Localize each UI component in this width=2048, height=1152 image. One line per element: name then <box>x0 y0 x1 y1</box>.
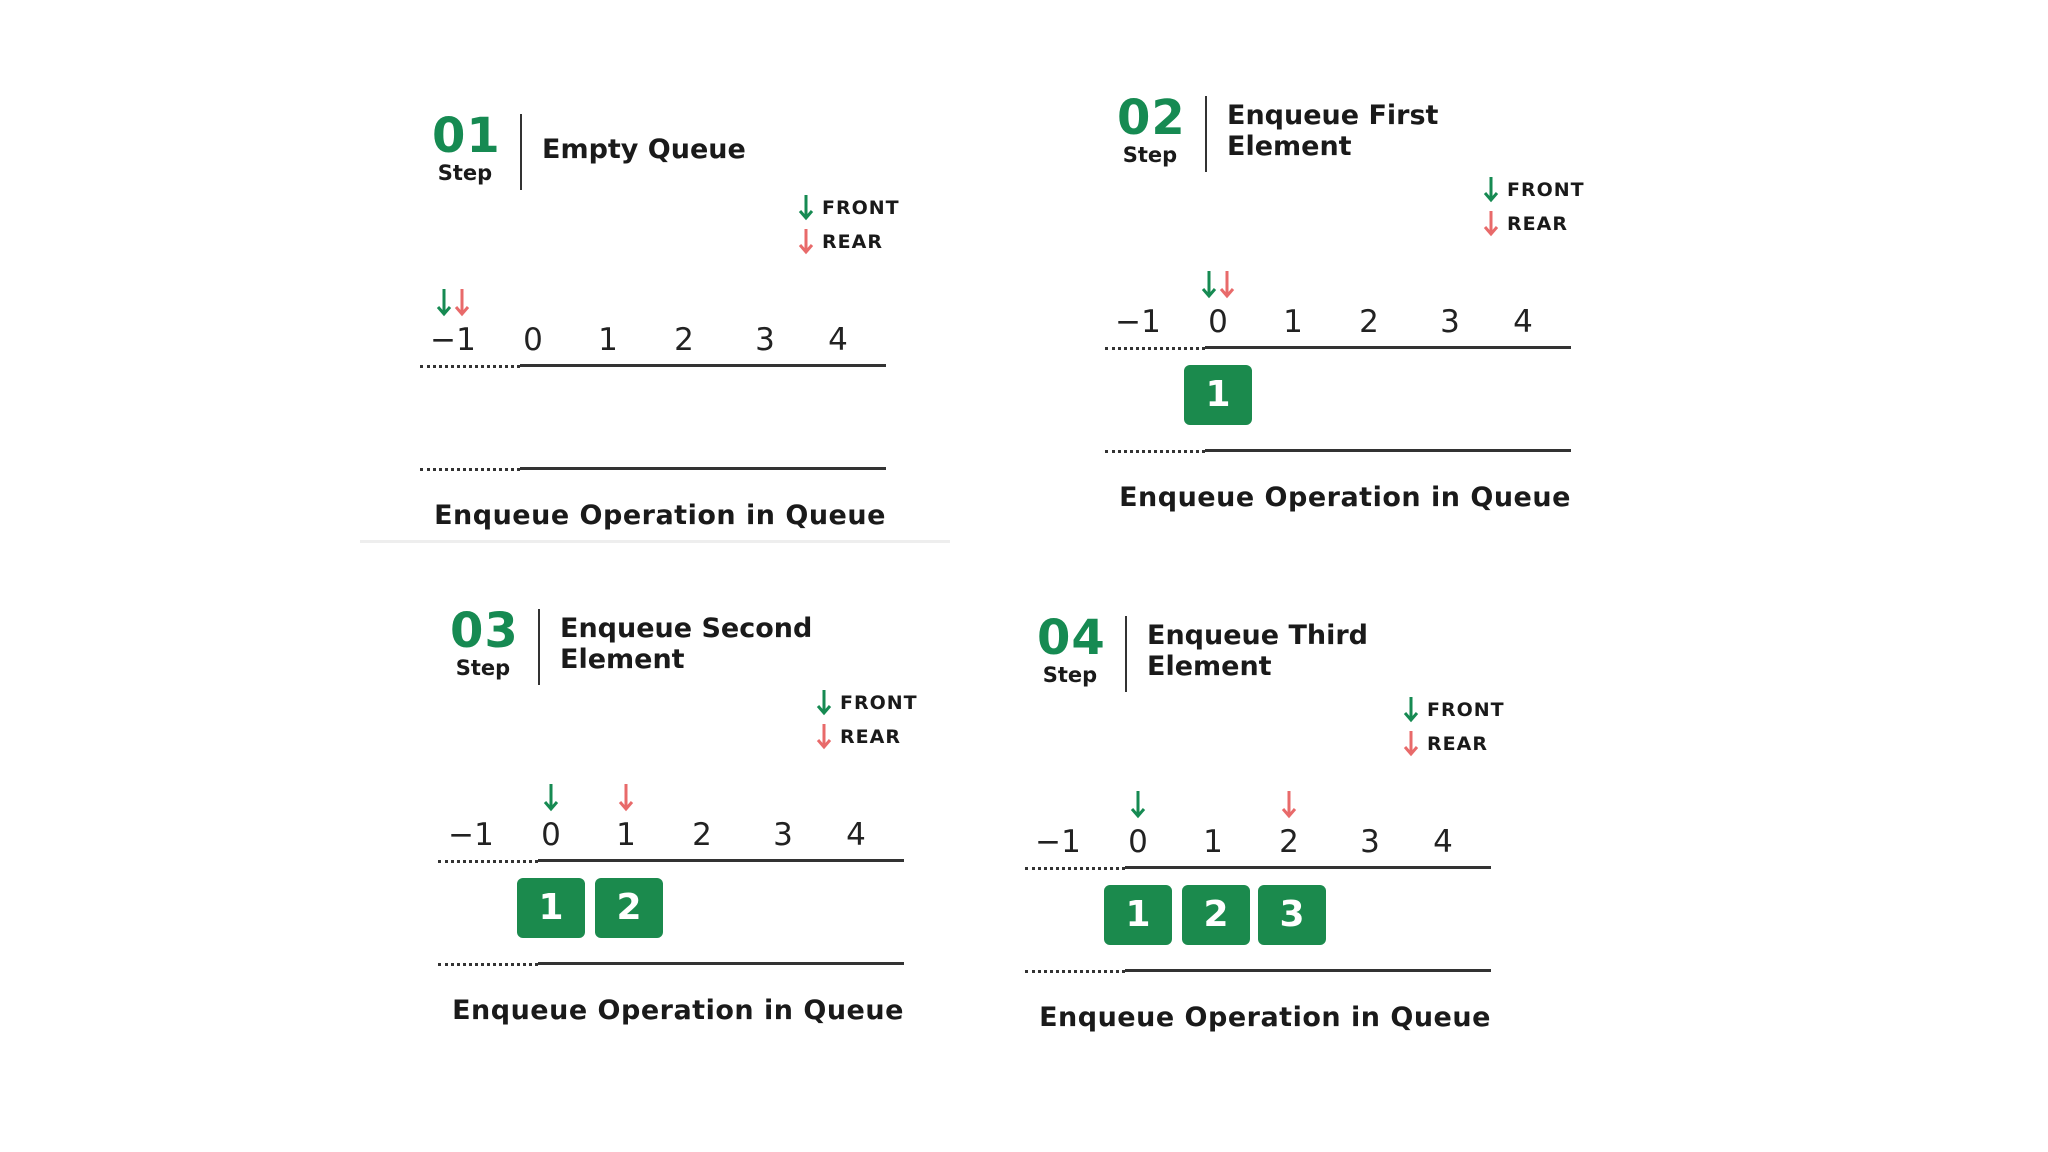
index-label: 0 <box>523 322 543 358</box>
queue-element: 2 <box>595 878 663 938</box>
queue-top-dotted-line <box>1025 867 1125 870</box>
front-arrow-icon <box>1403 696 1419 724</box>
index-label: 2 <box>1279 824 1299 860</box>
rear-pointer-icon <box>1219 270 1235 300</box>
step-title: Enqueue First Element <box>1227 100 1439 162</box>
step-4-panel <box>965 602 1645 1072</box>
queue-bottom-dotted-line <box>1025 970 1125 973</box>
queue-element: 1 <box>1184 365 1252 425</box>
index-label: 1 <box>1203 824 1223 860</box>
index-label: 3 <box>1440 304 1460 340</box>
panel-caption: Enqueue Operation in Queue <box>1119 482 1571 513</box>
queue-top-dotted-line <box>1105 347 1205 350</box>
step-title: Empty Queue <box>542 134 746 165</box>
index-label: 1 <box>616 817 636 853</box>
index-label: 2 <box>1359 304 1379 340</box>
index-label: 2 <box>674 322 694 358</box>
front-pointer-icon <box>543 783 559 813</box>
step-label: Step <box>455 656 511 680</box>
title-separator <box>1125 616 1127 692</box>
index-label: 4 <box>1513 304 1533 340</box>
step-title: Enqueue Second Element <box>560 613 813 675</box>
queue-top-dotted-line <box>420 365 520 368</box>
step-1-panel <box>360 100 1040 570</box>
front-pointer-icon <box>436 288 452 318</box>
queue-bottom-dotted-line <box>420 468 520 471</box>
step-number: 02 <box>1117 90 1186 146</box>
queue-bottom-line <box>1125 969 1491 972</box>
legend-front-label: FRONT <box>822 197 900 219</box>
legend-rear-label: REAR <box>1507 213 1568 235</box>
title-separator <box>1205 96 1207 172</box>
index-label: 4 <box>828 322 848 358</box>
index-label: 0 <box>1208 304 1228 340</box>
step-label: Step <box>1122 143 1178 167</box>
index-label: 0 <box>1128 824 1148 860</box>
rear-arrow-icon <box>798 228 814 256</box>
panel-divider <box>360 540 950 543</box>
legend-front-label: FRONT <box>840 692 918 714</box>
panel-caption: Enqueue Operation in Queue <box>452 995 904 1026</box>
step-number: 01 <box>432 108 501 164</box>
index-label: 0 <box>541 817 561 853</box>
queue-bottom-dotted-line <box>438 963 538 966</box>
front-pointer-icon <box>1201 270 1217 300</box>
step-title: Enqueue Third Element <box>1147 620 1368 682</box>
rear-pointer-icon <box>1281 790 1297 820</box>
queue-bottom-line <box>520 467 886 470</box>
rear-pointer-icon <box>618 783 634 813</box>
index-label: −1 <box>1035 824 1081 860</box>
step-number: 03 <box>450 603 519 659</box>
index-label: 1 <box>1283 304 1303 340</box>
index-label: −1 <box>430 322 476 358</box>
rear-arrow-icon <box>816 723 832 751</box>
title-separator <box>538 609 540 685</box>
queue-element: 2 <box>1182 885 1250 945</box>
step-3-panel <box>378 595 1058 1065</box>
legend-front-label: FRONT <box>1427 699 1505 721</box>
rear-arrow-icon <box>1483 210 1499 238</box>
legend-rear-label: REAR <box>822 231 883 253</box>
queue-top-line <box>538 859 904 862</box>
index-label: −1 <box>448 817 494 853</box>
rear-pointer-icon <box>454 288 470 318</box>
step-label: Step <box>437 161 493 185</box>
front-pointer-icon <box>1130 790 1146 820</box>
queue-top-line <box>1125 866 1491 869</box>
index-label: 3 <box>755 322 775 358</box>
legend-rear-label: REAR <box>840 726 901 748</box>
index-label: 3 <box>773 817 793 853</box>
index-label: 4 <box>846 817 866 853</box>
front-arrow-icon <box>798 194 814 222</box>
panel-caption: Enqueue Operation in Queue <box>1039 1002 1491 1033</box>
index-label: 2 <box>692 817 712 853</box>
step-2-panel <box>1045 82 1725 552</box>
index-label: 4 <box>1433 824 1453 860</box>
rear-arrow-icon <box>1403 730 1419 758</box>
panel-caption: Enqueue Operation in Queue <box>434 500 886 531</box>
front-arrow-icon <box>1483 176 1499 204</box>
queue-bottom-line <box>538 962 904 965</box>
title-separator <box>520 114 522 190</box>
queue-top-dotted-line <box>438 860 538 863</box>
queue-element: 3 <box>1258 885 1326 945</box>
queue-bottom-dotted-line <box>1105 450 1205 453</box>
legend-front-label: FRONT <box>1507 179 1585 201</box>
queue-bottom-line <box>1205 449 1571 452</box>
index-label: 3 <box>1360 824 1380 860</box>
front-arrow-icon <box>816 689 832 717</box>
legend-rear-label: REAR <box>1427 733 1488 755</box>
queue-top-line <box>1205 346 1571 349</box>
step-number: 04 <box>1037 610 1106 666</box>
queue-top-line <box>520 364 886 367</box>
index-label: −1 <box>1115 304 1161 340</box>
index-label: 1 <box>598 322 618 358</box>
step-label: Step <box>1042 663 1098 687</box>
queue-element: 1 <box>517 878 585 938</box>
queue-element: 1 <box>1104 885 1172 945</box>
